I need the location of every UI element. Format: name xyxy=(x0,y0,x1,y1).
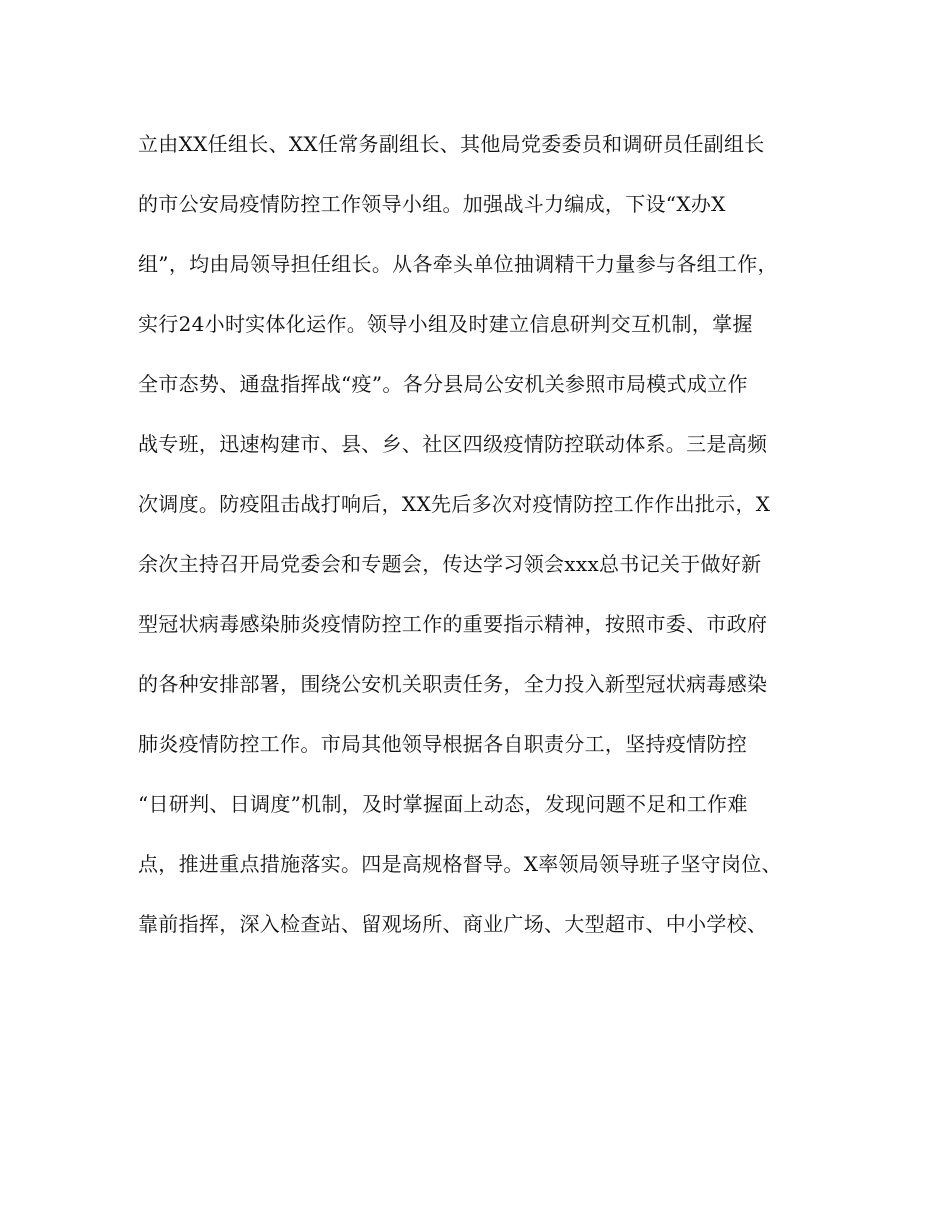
text-line: 全市态势、通盘指挥战“疫”。各分县局公安机关参照市局模式成立作 xyxy=(138,372,748,396)
text-line: 的市公安局疫情防控工作领导小组。加强战斗力编成，下设“X办X xyxy=(138,192,726,216)
text-line: “日研判、日调度”机制，及时掌握面上动态，发现问题不足和工作难 xyxy=(138,792,748,816)
text-line: 靠前指挥，深入检查站、留观场所、商业广场、大型超市、中小学校、 xyxy=(138,912,768,936)
text-line: 战专班，迅速构建市、县、乡、社区四级疫情防控联动体系。三是高频 xyxy=(138,432,768,456)
text-line: 次调度。防疫阻击战打响后，XX先后多次对疫情防控工作作出批示，X xyxy=(138,492,771,516)
text-line: 的各种安排部署，围绕公安机关职责任务，全力投入新型冠状病毒感染 xyxy=(138,672,768,696)
text-line: 型冠状病毒感染肺炎疫情防控工作的重要指示精神，按照市委、市政府 xyxy=(138,612,768,636)
text-line: 肺炎疫情防控工作。市局其他领导根据各自职责分工，坚持疫情防控 xyxy=(138,732,747,756)
text-line: 点，推进重点措施落实。四是高规格督导。X率领局领导班子坚守岗位、 xyxy=(138,852,782,876)
text-line: 组”，均由局领导担任组长。从各牵头单位抽调精干力量参与各组工作， xyxy=(138,252,778,276)
text-line: 实行24小时实体化运作。领导小组及时建立信息研判交互机制，掌握 xyxy=(138,312,753,336)
document-body xyxy=(138,126,838,966)
text-line: 余次主持召开局党委会和专题会，传达学习领会xxx总书记关于做好新 xyxy=(138,552,762,576)
text-line: 立由XX任组长、XX任常务副组长、其他局党委委员和调研员任副组长 xyxy=(138,132,765,156)
